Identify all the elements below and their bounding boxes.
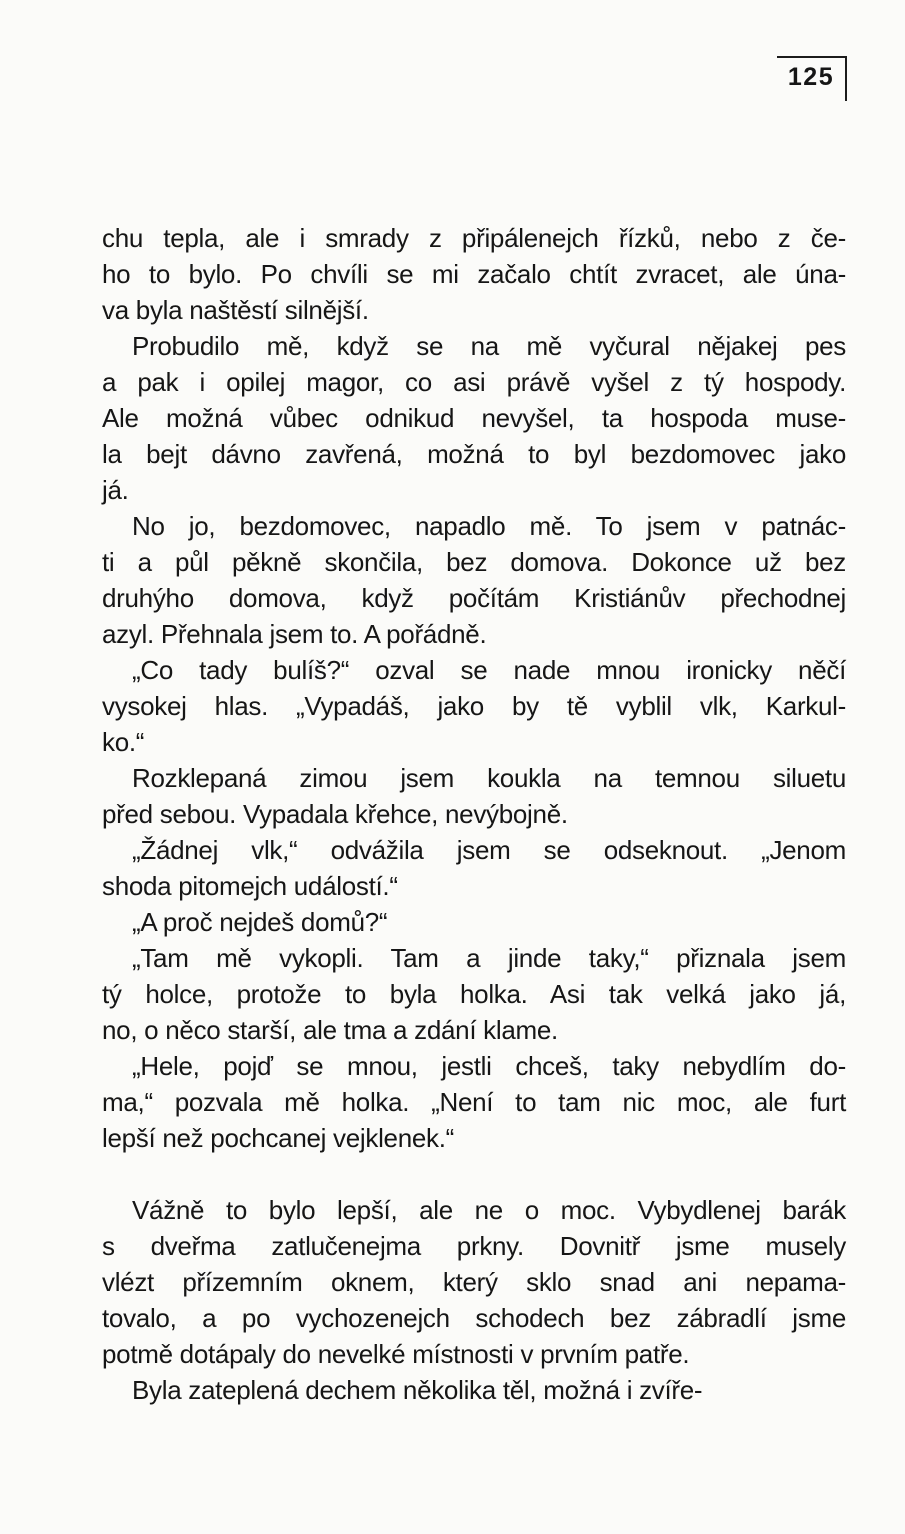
text-line: azyl. Přehnala jsem to. A pořádně. (102, 619, 487, 649)
text-line: lepší než pochcanej vejklenek.“ (102, 1123, 455, 1153)
text-line: „Žádnej vlk,“ odvážila jsem se odseknout. „Jenom (132, 835, 846, 865)
text-line: před sebou. Vypadala křehce, nevýbojně. (102, 799, 568, 829)
page-number-box (777, 56, 847, 101)
text-line: shoda pitomejch událostí.“ (102, 871, 398, 901)
page-number: 125 (787, 63, 835, 91)
text-line: potmě dotápaly do nevelké místnosti v prvním patře. (102, 1339, 690, 1369)
paragraph (102, 940, 846, 1048)
text-line: chu tepla, ale i smrady z připálenejch řízků, nebo z če- (102, 223, 846, 253)
text-line: ko.“ (102, 727, 145, 757)
text-line: tý holce, protože to byla holka. Asi tak velká jako já, (102, 979, 846, 1009)
text-line: la bejt dávno zavřená, možná to byl bezdomovec jako (102, 439, 846, 469)
paragraph (102, 1192, 846, 1372)
text-line: „Tam mě vykopli. Tam a jinde taky,“ přiznala jsem (132, 943, 846, 973)
text-line: No jo, bezdomovec, napadlo mě. To jsem v patnác- (132, 511, 846, 541)
text-line: Probudilo mě, když se na mě vyčural nějakej pes (132, 331, 846, 361)
text-line: Vážně to bylo lepší, ale ne o moc. Vybydlenej barák (132, 1195, 846, 1225)
text-line: tovalo, a po vychozenejch schodech bez zábradlí jsme (102, 1303, 846, 1333)
text-block (102, 220, 846, 1408)
text-line: vlézt přízemním oknem, který sklo snad ani nepama- (102, 1267, 846, 1297)
text-line: „Co tady bulíš?“ ozval se nade mnou ironicky něčí (132, 655, 846, 685)
text-line: Rozklepaná zimou jsem koukla na temnou siluetu (132, 763, 846, 793)
text-line: „Hele, pojď se mnou, jestli chceš, taky nebydlím do- (132, 1051, 846, 1081)
paragraph (102, 760, 846, 832)
text-line: ma,“ pozvala mě holka. „Není to tam nic moc, ale furt (102, 1087, 846, 1117)
text-line: ti a půl pěkně skončila, bez domova. Dokonce už bez (102, 547, 846, 577)
paragraph (102, 328, 846, 508)
paragraph (102, 508, 846, 652)
paragraph (102, 1372, 846, 1408)
text-line: vysokej hlas. „Vypadáš, jako by tě vyblil vlk, Karkul- (102, 691, 846, 721)
paragraph (102, 652, 846, 760)
text-line: „A proč nejdeš domů?“ (132, 907, 388, 937)
text-line: s dveřma zatlučenejma prkny. Dovnitř jsme musely (102, 1231, 846, 1261)
text-line: Byla zateplená dechem několika těl, možná i zvíře- (132, 1375, 703, 1405)
paragraph (102, 220, 846, 328)
text-line: va byla naštěstí silnější. (102, 295, 369, 325)
text-line: druhýho domova, když počítám Kristiánův přechodnej (102, 583, 846, 613)
text-line: Ale možná vůbec odnikud nevyšel, ta hospoda muse- (102, 403, 846, 433)
text-line: já. (102, 475, 129, 505)
paragraph (102, 832, 846, 904)
paragraph (102, 1048, 846, 1156)
paragraph (102, 904, 846, 940)
text-line: ho to bylo. Po chvíli se mi začalo chtít zvracet, ale úna- (102, 259, 846, 289)
text-line: a pak i opilej magor, co asi právě vyšel z tý hospody. (102, 367, 846, 397)
text-line: no, o něco starší, ale tma a zdání klame. (102, 1015, 558, 1045)
